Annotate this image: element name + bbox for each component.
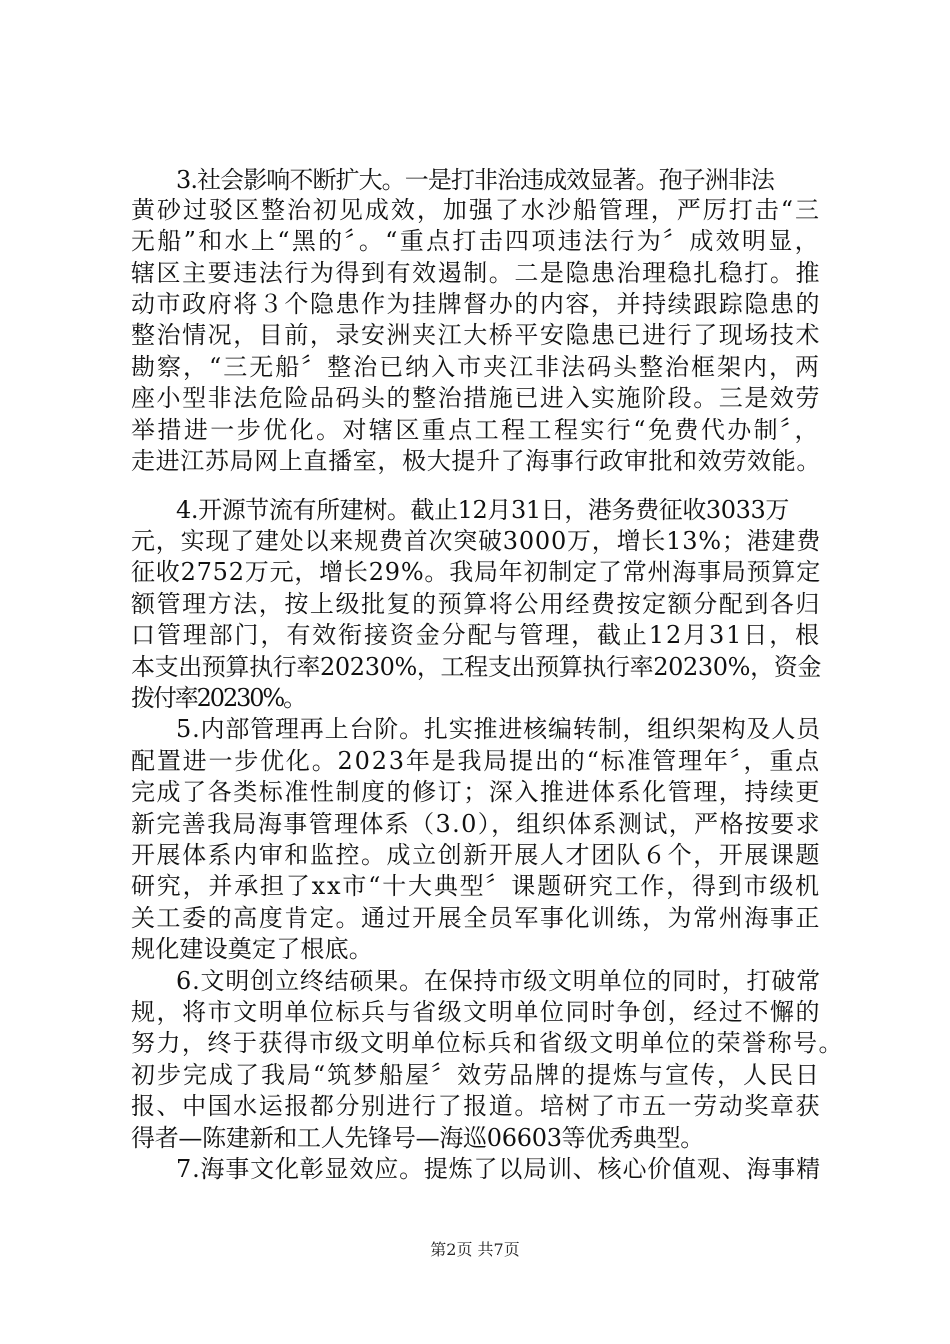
text-line: 7.海事文化彰显效应。提炼了以局训、核心价值观、海事精 — [176, 1155, 821, 1183]
text-line: 新完善我局海事管理体系（3.0），组织体系测试，严格按要求 — [131, 810, 821, 838]
text-line: 本支出预算执行率20230%，工程支出预算执行率20230%，资金 — [131, 653, 821, 681]
text-line: 征收2752万元，增长29%。我局年初制定了常州海事局预算定 — [131, 558, 821, 586]
text-line: 座小型非法危险品码头的整治措施已进入实施阶段。三是效劳 — [131, 384, 821, 412]
text-line: 口管理部门，有效衔接资金分配与管理，截止12月31日，根 — [131, 621, 821, 649]
text-line: 举措进一步优化。对辖区重点工程工程实行“免费代办制〞， — [131, 416, 821, 444]
text-line: 勘察，“三无船〞整治已纳入市夹江非法码头整治框架内，两 — [131, 353, 821, 381]
text-line: 研究，并承担了xx市“十大典型〞课题研究工作，得到市级机 — [131, 872, 821, 900]
text-line: 报、中国水运报都分别进行了报道。培树了市五一劳动奖章获 — [131, 1092, 821, 1120]
text-line: 3.社会影响不断扩大。一是打非治违成效显著。孢子洲非法 — [176, 166, 774, 194]
text-line: 努力，终于获得市级文明单位标兵和省级文明单位的荣誉称号。 — [131, 1029, 844, 1057]
text-line: 完成了各类标准性制度的修订；深入推进体系化管理，持续更 — [131, 778, 821, 806]
text-line: 6.文明创立终结硕果。在保持市级文明单位的同时，打破常 — [176, 967, 821, 995]
text-line: 额管理方法，按上级批复的预算将公用经费按定额分配到各归 — [131, 590, 821, 618]
text-line: 无船”和水上“黑的〞。“重点打击四项违法行为〞成效明显， — [131, 227, 821, 255]
text-line: 拨付率20230%。 — [131, 684, 305, 712]
text-line: 规，将市文明单位标兵与省级文明单位同时争创，经过不懈的 — [131, 998, 821, 1026]
text-line: 关工委的高度肯定。通过开展全员军事化训练，为常州海事正 — [131, 904, 821, 932]
text-line: 动市政府将３个隐患作为挂牌督办的内容，并持续跟踪隐患的 — [131, 290, 821, 318]
text-line: 5.内部管理再上台阶。扎实推进核编转制，组织架构及人员 — [176, 715, 821, 743]
text-line: 整治情况，目前，录安洲夹江大桥平安隐患已进行了现场技术 — [131, 321, 821, 349]
text-line: 规化建设奠定了根底。 — [131, 935, 373, 963]
text-line: 初步完成了我局“筑梦船屋〞效劳品牌的提炼与宣传，人民日 — [131, 1061, 821, 1089]
text-line: 4.开源节流有所建树。截止12月31日，港务费征收3033万 — [176, 496, 789, 524]
text-line: 走进江苏局网上直播室，极大提升了海事行政审批和效劳效能。 — [131, 447, 821, 475]
text-line: 元，实现了建处以来规费首次突破3000万，增长13%；港建费 — [131, 527, 821, 555]
text-line: 辖区主要违法行为得到有效遏制。二是隐患治理稳扎稳打。推 — [131, 259, 821, 287]
text-line: 黄砂过驳区整治初见成效，加强了水沙船管理，严厉打击“三 — [131, 196, 821, 224]
text-line: 得者—陈建新和工人先锋号—海巡06603等优秀典型。 — [131, 1124, 704, 1152]
text-line: 配置进一步优化。2023年是我局提出的“标准管理年〞，重点 — [131, 747, 821, 775]
text-line: 开展体系内审和监控。成立创新开展人才团队６个，开展课题 — [131, 841, 821, 869]
page-footer: 第2页 共7页 — [430, 1240, 520, 1259]
